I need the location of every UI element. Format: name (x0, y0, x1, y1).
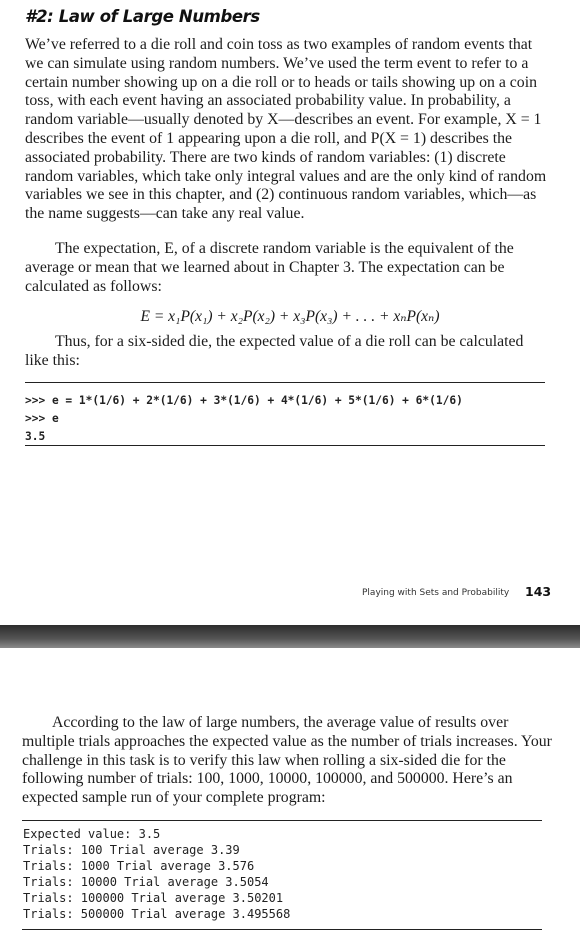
output-line: Trials: 100000 Trial average 3.50201 (23, 891, 284, 906)
paragraph-six-sided-die (25, 333, 547, 371)
code-line: >>> e (25, 412, 59, 425)
sample-program-output (23, 826, 290, 923)
output-block-bottom-rule (22, 929, 542, 930)
running-footer: Playing with Sets and Probability (362, 588, 510, 598)
output-line: Trials: 100 Trial average 3.39 (23, 843, 240, 858)
output-line: Trials: 1000 Trial average 3.576 (23, 859, 255, 874)
code-block-expected-value (25, 392, 463, 446)
paragraph-expectation-text: The expectation, E, of a discrete random variable is the equivalent of the average or mean that we learned about in Chapter 3. The expectation can be calculated as follows: (25, 240, 514, 295)
page-separator (0, 625, 580, 648)
paragraph-expectation (25, 240, 547, 296)
expectation-formula: E = x₁P(x₁) + x₂P(x₂) + x₃P(x₃) + . . . + xₙP(xₙ) (140, 308, 440, 325)
output-block-top-rule (22, 820, 542, 821)
code-block-bottom-rule (25, 445, 545, 446)
paragraph-six-sided-die-text: Thus, for a six-sided die, the expected value of a die roll can be calculated like this: (25, 333, 524, 369)
output-line: Expected value: 3.5 (23, 827, 161, 841)
paragraph-random-variables: We’ve referred to a die roll and coin toss as two examples of random events that we can simulate using random numbers. We’ve used the term event to refer to a certain number showing up on a die roll or to heads or tails showing up on a coin toss, with each event having an associated probability value. In probability, a random variable—usually denoted by X—describes an event. For example, X = 1 describes the event of 1 appearing upon a die roll, and P(X = 1) describes the associated probability. There are two kinds of random variables: (1) discrete random variables, which take only integral values and are the only kind of random variables we see in this chapter, and (2) continuous random variables, which—as the name suggests—can take any real value. (25, 36, 547, 223)
code-line: 3.5 (25, 430, 46, 443)
code-line: >>> e = 1*(1/6) + 2*(1/6) + 3*(1/6) + 4*(1/6) + 5*(1/6) + 6*(1/6) (25, 394, 463, 407)
section-heading: #2: Law of Large Numbers (25, 7, 260, 26)
paragraph-law-of-large-numbers-text: According to the law of large numbers, the average value of results over multiple trials approaches the expected value as the number of trials increases. Your challenge in this task is to verify this law when rolling a six-sided die for the following number of trials: 100, 1000, 10000, 100000, and 500000. Here’s an expected sample run of your complete program: (22, 714, 552, 807)
output-line: Trials: 500000 Trial average 3.495568 (23, 907, 291, 922)
output-line: Trials: 10000 Trial average 3.5054 (23, 875, 269, 890)
paragraph-law-of-large-numbers (22, 714, 552, 808)
page-number: 143 (525, 584, 552, 599)
code-block-top-rule (25, 382, 545, 383)
